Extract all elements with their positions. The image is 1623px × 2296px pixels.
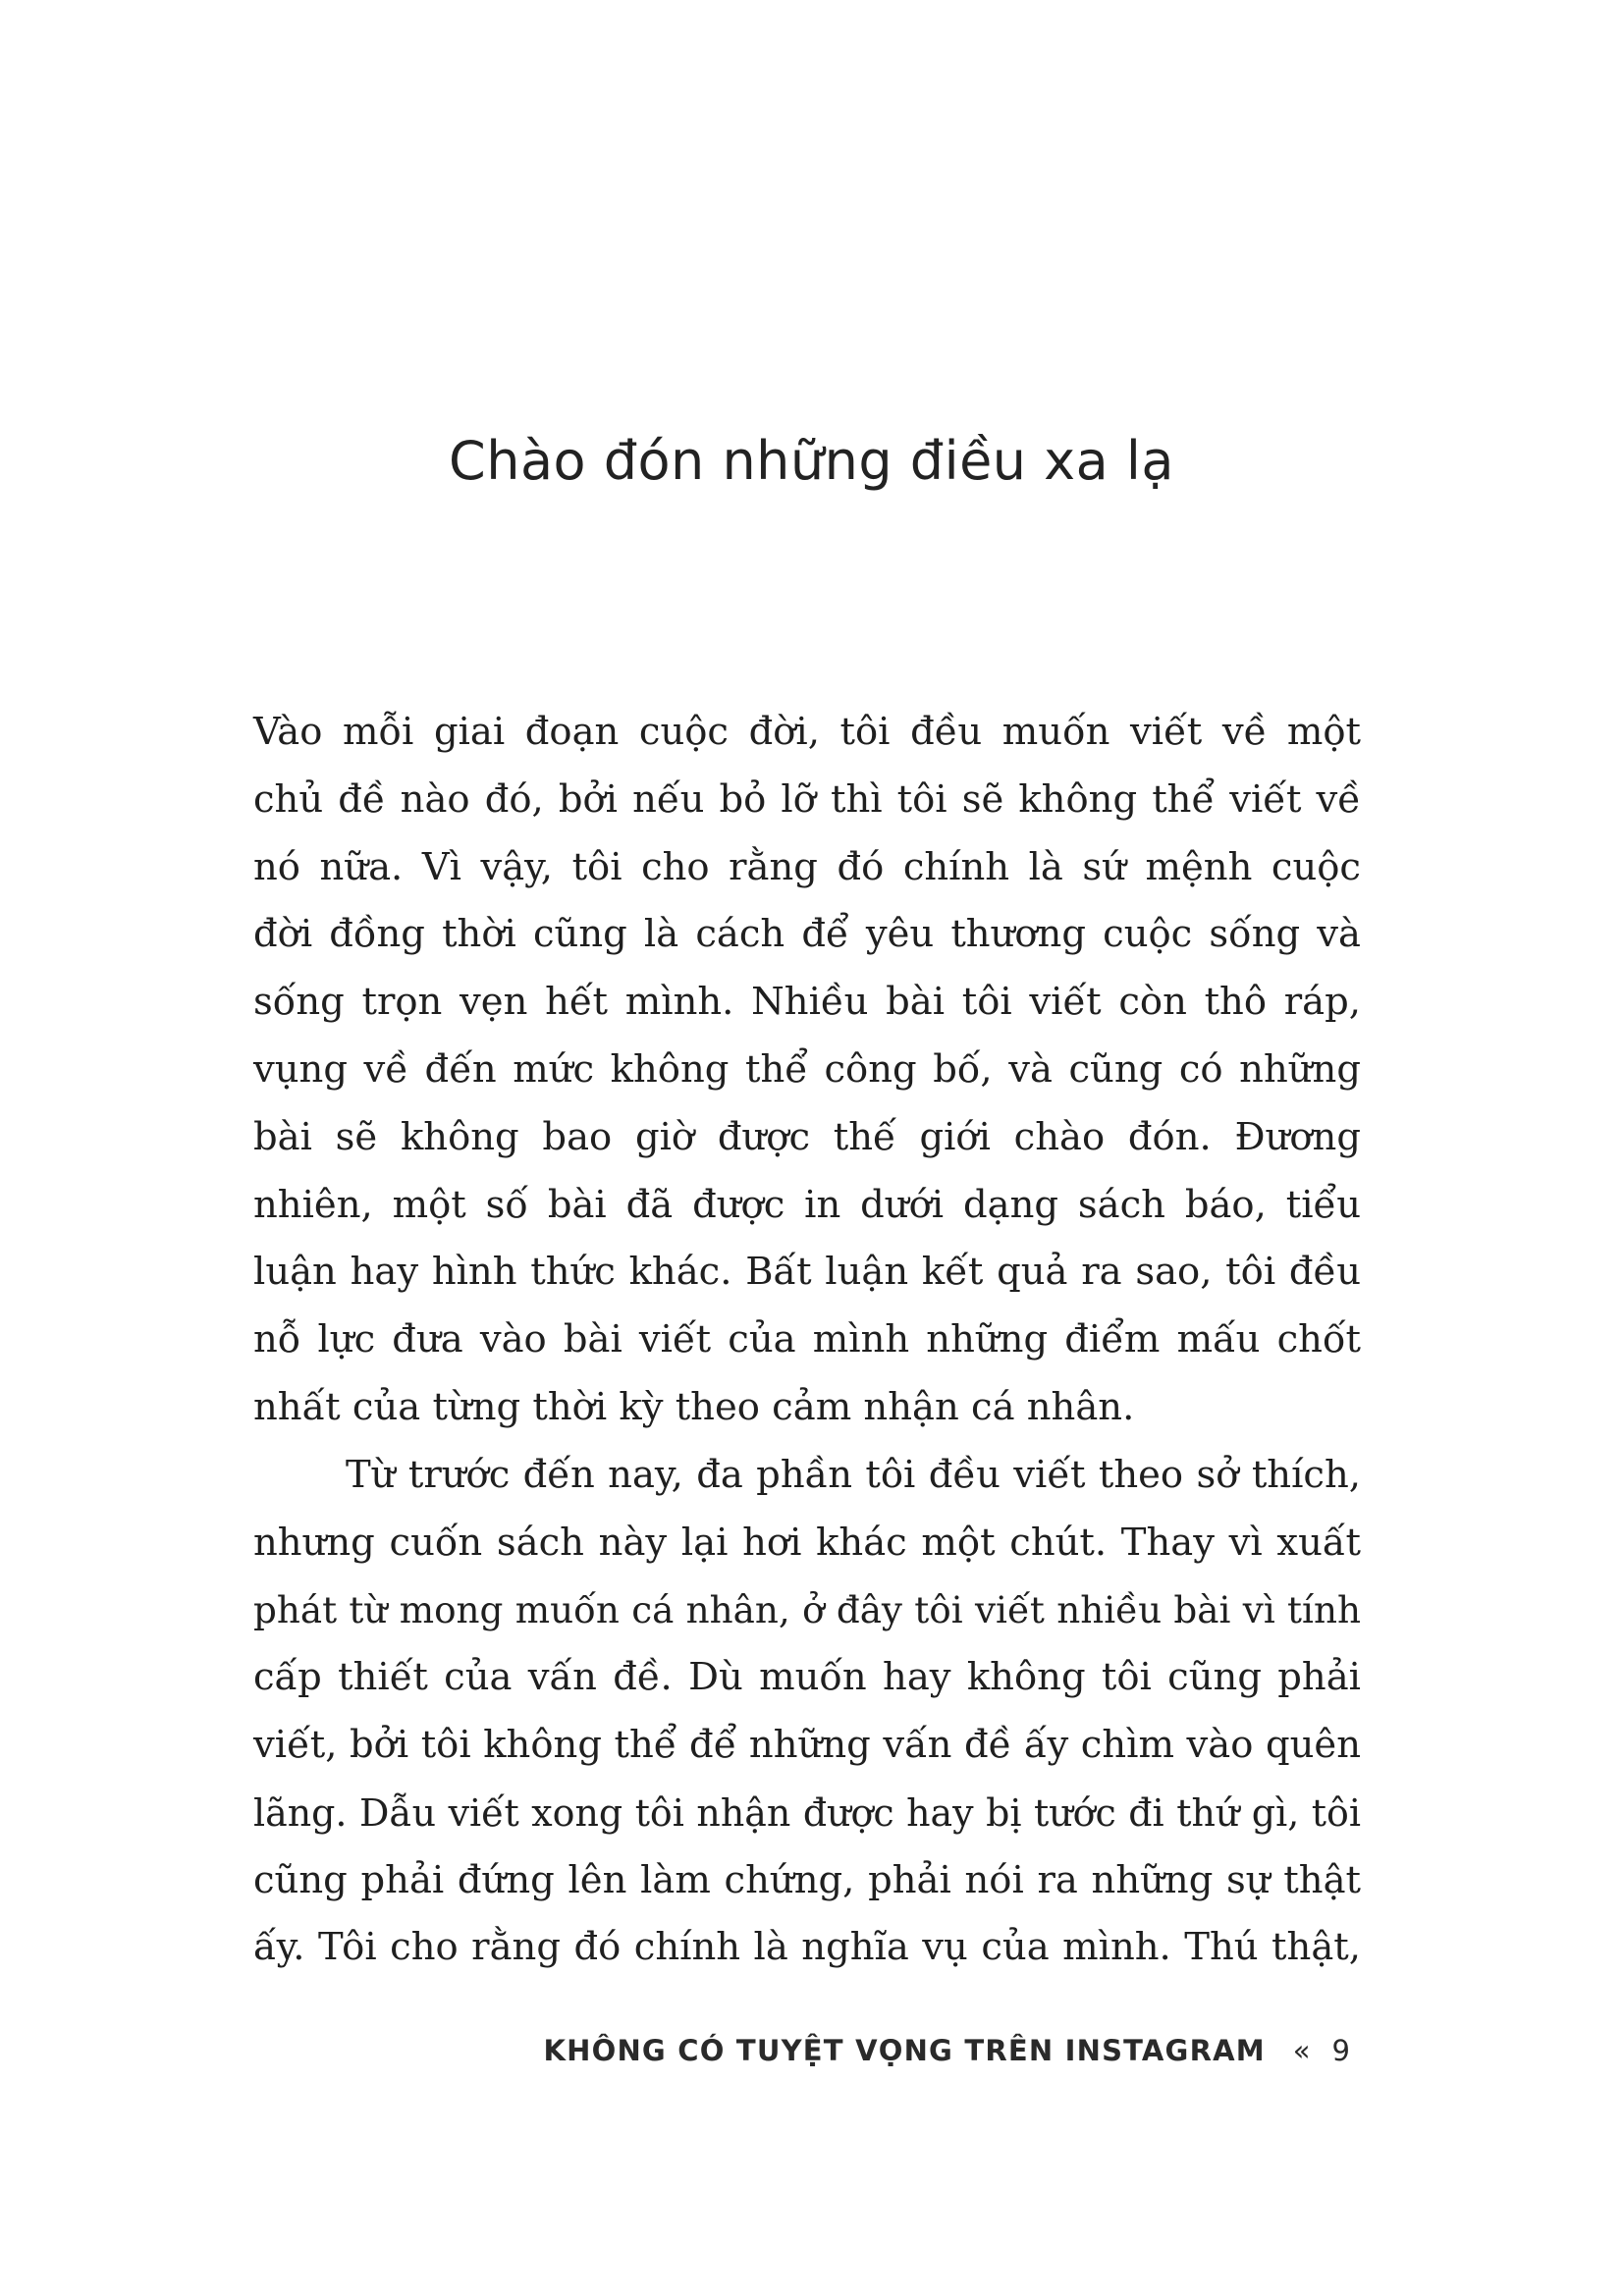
text-line: nhưng cuốn sách này lại hơi khác một chút. Thay vì xuất — [253, 1520, 1361, 1565]
text-line: nhiên, một số bài đã được in dưới dạng sách báo, tiểu — [253, 1182, 1361, 1227]
text-line: phát từ mong muốn cá nhân, ở đây tôi viết nhiều bài vì tính — [253, 1588, 1361, 1632]
footer-book-title: KHÔNG CÓ TUYỆT VỌNG TRÊN INSTAGRAM — [543, 2034, 1266, 2067]
body-text — [253, 699, 1361, 1982]
text-line: lãng. Dẫu viết xong tôi nhận được hay bị tước đi thứ gì, tôi — [253, 1790, 1361, 1835]
text-line: Vào mỗi giai đoạn cuộc đời, tôi đều muốn viết về một — [253, 710, 1361, 754]
text-line: nỗ lực đưa vào bài viết của mình những điểm mấu chốt — [253, 1317, 1361, 1362]
text-line: nó nữa. Vì vậy, tôi cho rằng đó chính là sứ mệnh cuộc — [253, 844, 1361, 889]
text-line: chủ đề nào đó, bởi nếu bỏ lỡ thì tôi sẽ không thể viết về — [253, 776, 1361, 822]
text-line: luận hay hình thức khác. Bất luận kết quả ra sao, tôi đều — [253, 1250, 1361, 1295]
text-line: cũng phải đứng lên làm chứng, phải nói ra những sự thật — [253, 1857, 1361, 1902]
text-line: sống trọn vẹn hết mình. Nhiều bài tôi viết còn thô ráp, — [253, 980, 1361, 1025]
text-line: nhất của từng thời kỳ theo cảm nhận cá nhân. — [253, 1384, 1135, 1429]
text-line: viết, bởi tôi không thể để những vấn đề ấy chìm vào quên — [253, 1722, 1361, 1767]
text-line: bài sẽ không bao giờ được thế giới chào đón. Đương — [253, 1114, 1361, 1159]
running-footer — [543, 2034, 1350, 2067]
text-line: ấy. Tôi cho rằng đó chính là nghĩa vụ của mình. Thú thật, — [253, 1925, 1361, 1970]
page-number: 9 — [1331, 2034, 1350, 2067]
text-line: đời đồng thời cũng là cách để yêu thương cuộc sống và — [253, 912, 1361, 957]
text-line: vụng về đến mức không thể công bố, và cũng có những — [253, 1046, 1361, 1092]
text-line: cấp thiết của vấn đề. Dù muốn hay không tôi cũng phải — [253, 1655, 1361, 1700]
text-line: Từ trước đến nay, đa phần tôi đều viết theo sở thích, — [346, 1452, 1361, 1497]
chapter-title: Chào đón những điều xa lạ — [449, 430, 1174, 492]
footer-separator: « — [1292, 2034, 1311, 2067]
